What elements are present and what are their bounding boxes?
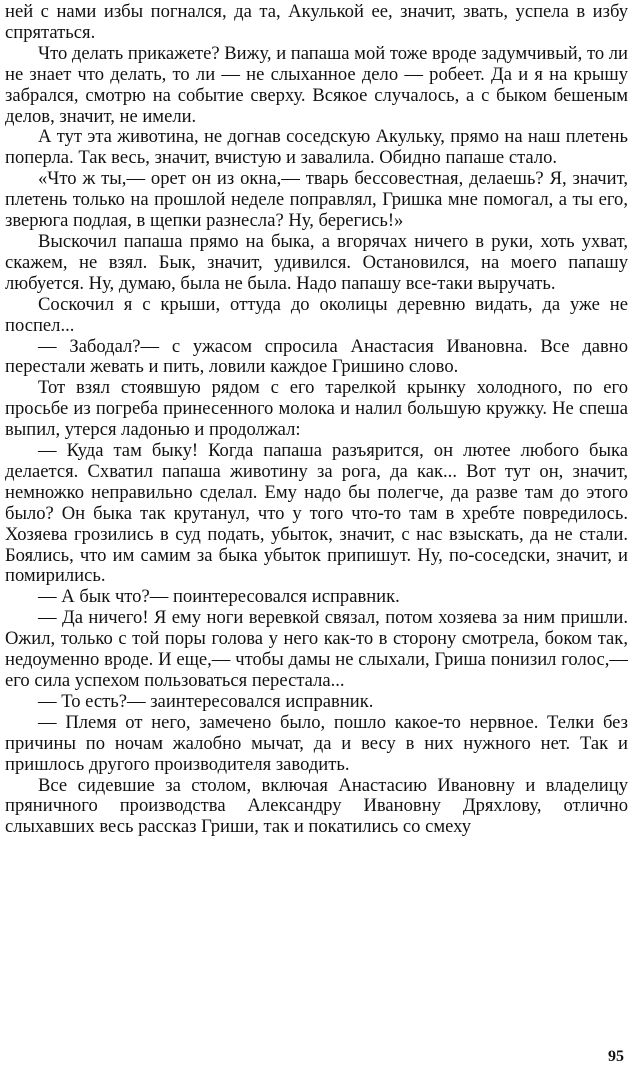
page-number: 95 (608, 1048, 624, 1065)
paragraph: — То есть?— заинтересовался исправник. (38, 690, 374, 712)
paragraph: А тут эта животина, не догнав соседскую Акульку, прямо на наш плетень поперла. Так весь, значит, вчистую и завалила. Обидно папаше стало. (5, 126, 628, 169)
paragraph: — Куда там быку! Когда папаша разъярится, он лютее любого быка делается. Схватил папаша животину за рога, да как... Вот тут он, значит, немножко неправильно сделал. Ему надо бы полегче, да разве там до этого было? Он быка так крутанул, что у того что-то там в хребте повредилось. Хозяева грозились в суд подать, убыток, значит, с нас взыскать, да не стали. Боялись, что им самим за быка убыток припишут. Ну, по-соседски, значит, и помирились. (5, 440, 628, 587)
paragraph: Что делать прикажете? Вижу, и папаша мой тоже вроде задумчивый, то ли не знает что делать, то ли — не слыханное дело — робеет. Да и я на крышу забрался, смотрю на событие сверху. Всякое случалось, а с быком бешеным делов, значит, не имели. (5, 42, 629, 127)
paragraph: Соскочил я с крыши, оттуда до околицы деревню видать, да уже не поспел... (5, 293, 628, 336)
paragraph: Все сидевшие за столом, включая Анастасию Ивановну и владелицу пряничного производства Александру Ивановну Дряхлову, отлично слыхавших весь рассказ Гриши, так и покатились со смеху (5, 774, 628, 838)
paragraph: — А бык что?— поинтересовался исправник. (38, 586, 400, 608)
paragraph: ней с нами избы погнался, да та, Акулькой ее, значит, звать, успела в избу спрятаться. (5, 1, 628, 43)
paragraph: — Забодал?— с ужасом спросила Анастасия Ивановна. Все давно перестали жевать и пить, ловили каждое Гришино слово. (5, 335, 628, 378)
paragraph: Тот взял стоявшую рядом с его тарелкой крынку холодного, по его просьбе из погреба принесенного молока и налил большую кружку. Не спеша выпил, утерся ладонью и продолжал: (5, 377, 628, 441)
paragraph: Выскочил папаша прямо на быка, а вгорячах ничего в руки, хоть ухват, скажем, не взял. Бык, значит, удивился. Остановился, на моего папашу любуется. Ну, думаю, была не была. Надо папашу все-таки выручать. (5, 230, 628, 294)
book-page (5, 2, 628, 838)
paragraph: — Племя от него, замечено было, пошло какое-то нервное. Телки без причины по ночам жалобно мычат, да и весу в них нужного нет. Так и пришлось другого производителя заводить. (5, 711, 628, 775)
paragraph: «Что ж ты,— орет он из окна,— тварь бессовестная, делаешь? Я, значит, плетень только на прошлой неделе поправлял, Гришка мне помогал, а ты его, зверюга подлая, в щепки разнесла? Ну, берегись!» (5, 168, 628, 232)
paragraph: — Да ничего! Я ему ноги веревкой связал, потом хозяева за ним пришли. Ожил, только с той поры голова у него как-то в сторону смотрела, боком так, недоуменно вроде. И еще,— чтобы дамы не слыхали, Гриша понизил голос,— его сила успехом пользоваться перестала... (5, 607, 628, 691)
